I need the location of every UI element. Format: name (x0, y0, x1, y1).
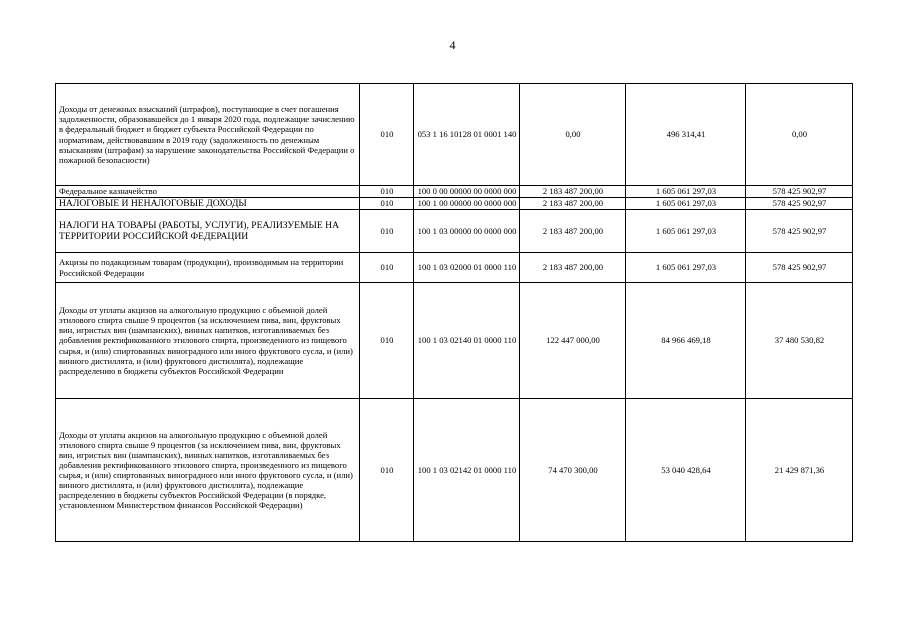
approved-amount-cell: 0,00 (520, 84, 626, 186)
executed-amount-cell: 1 605 061 297,03 (626, 186, 746, 198)
income-name-cell: НАЛОГОВЫЕ И НЕНАЛОГОВЫЕ ДОХОДЫ (56, 198, 360, 210)
budget-classification-code-cell: 100 1 03 02000 01 0000 110 (414, 253, 520, 283)
income-name-cell: Доходы от денежных взысканий (штрафов), поступающие в счет погашения задолженности, образовавшейся до 1 января 2020 года, подлежащие зачислению в федеральный бюджет и бюджет субъекта Российской Федерации по нормативам, действовавшим в 2019 году (задолженность по денежным взысканиям (штрафам) за нарушение законодательства Российской Федерации о пожарной безопасности) (56, 84, 360, 186)
page-number: 4 (449, 38, 456, 52)
executed-amount-cell: 53 040 428,64 (626, 399, 746, 542)
line-code-cell: 010 (360, 186, 414, 198)
line-code-cell: 010 (360, 253, 414, 283)
unexecuted-amount-cell: 578 425 902,97 (746, 198, 853, 210)
income-name-cell: НАЛОГИ НА ТОВАРЫ (РАБОТЫ, УСЛУГИ), РЕАЛИЗУЕМЫЕ НА ТЕРРИТОРИИ РОССИЙСКОЙ ФЕДЕРАЦИИ (56, 210, 360, 253)
budget-classification-code-cell: 100 1 00 00000 00 0000 000 (414, 198, 520, 210)
unexecuted-amount-cell: 37 480 530,82 (746, 283, 853, 399)
approved-amount-cell: 2 183 487 200,00 (520, 198, 626, 210)
executed-amount-cell: 1 605 061 297,03 (626, 210, 746, 253)
budget-classification-code-cell: 100 1 03 02142 01 0000 110 (414, 399, 520, 542)
unexecuted-amount-cell: 0,00 (746, 84, 853, 186)
unexecuted-amount-cell: 578 425 902,97 (746, 186, 853, 198)
revenue-table (55, 83, 853, 542)
budget-classification-code-cell: 100 1 03 02140 01 0000 110 (414, 283, 520, 399)
approved-amount-cell: 2 183 487 200,00 (520, 186, 626, 198)
income-name-cell: Доходы от уплаты акцизов на алкогольную продукцию с объемной долей этилового спирта свыше 9 процентов (за исключением пива, вин, фруктовых вин, игристых вин (шампанских), винных напитков, изготавливаемых без добавления ректификованного этилового спирта, произведенного из пищевого сырья, и (или) спиртованных виноградного или иного фруктового сусла, и (или) винного дистиллята, и (или) фруктового дистиллята), подлежащие распределению в бюджеты субъектов Российской Федерации (56, 283, 360, 399)
approved-amount-cell: 122 447 000,00 (520, 283, 626, 399)
table-row (56, 253, 853, 283)
table-row (56, 210, 853, 253)
line-code-cell: 010 (360, 84, 414, 186)
line-code-cell: 010 (360, 283, 414, 399)
table-row (56, 84, 853, 186)
table-row (56, 186, 853, 198)
approved-amount-cell: 74 470 300,00 (520, 399, 626, 542)
table-row (56, 399, 853, 542)
approved-amount-cell: 2 183 487 200,00 (520, 253, 626, 283)
executed-amount-cell: 496 314,41 (626, 84, 746, 186)
income-name-cell: Акцизы по подакцизным товарам (продукции), производимым на территории Российской Федерации (56, 253, 360, 283)
table-row (56, 198, 853, 210)
unexecuted-amount-cell: 578 425 902,97 (746, 253, 853, 283)
unexecuted-amount-cell: 21 429 871,36 (746, 399, 853, 542)
line-code-cell: 010 (360, 399, 414, 542)
income-name-cell: Доходы от уплаты акцизов на алкогольную продукцию с объемной долей этилового спирта свыше 9 процентов (за исключением пива, вин, фруктовых вин, игристых вин (шампанских), винных напитков, изготавливаемых без добавления ректификованного этилового спирта, произведенного из пищевого сырья, и (или) спиртованных виноградного или иного фруктового сусла, и (или) винного дистиллята, и (или) фруктового дистиллята), подлежащие распределению в бюджеты субъектов Российской Федерации (в порядке, установленном Министерством финансов Российской Федерации) (56, 399, 360, 542)
executed-amount-cell: 1 605 061 297,03 (626, 198, 746, 210)
executed-amount-cell: 1 605 061 297,03 (626, 253, 746, 283)
unexecuted-amount-cell: 578 425 902,97 (746, 210, 853, 253)
budget-classification-code-cell: 100 0 00 00000 00 0000 000 (414, 186, 520, 198)
executed-amount-cell: 84 966 469,18 (626, 283, 746, 399)
approved-amount-cell: 2 183 487 200,00 (520, 210, 626, 253)
line-code-cell: 010 (360, 210, 414, 253)
table-row (56, 283, 853, 399)
budget-classification-code-cell: 053 1 16 10128 01 0001 140 (414, 84, 520, 186)
budget-classification-code-cell: 100 1 03 00000 00 0000 000 (414, 210, 520, 253)
income-name-cell: Федеральное казначейство (56, 186, 360, 198)
line-code-cell: 010 (360, 198, 414, 210)
